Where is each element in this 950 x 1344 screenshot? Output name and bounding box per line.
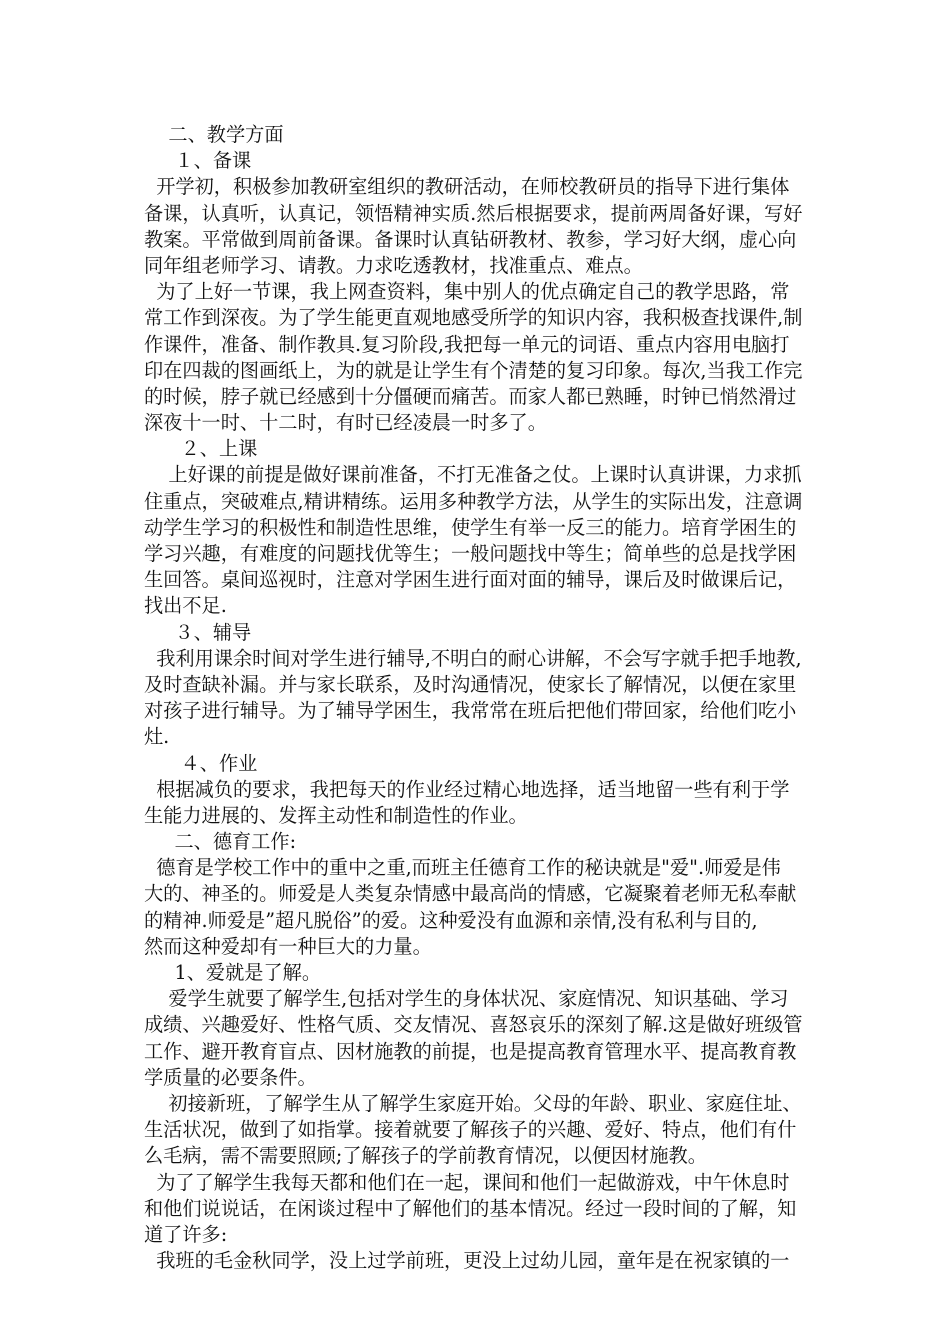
text-line: 作课件，准备、制作教具.复习阶段,我把每一单元的词语、重点内容用电脑打 xyxy=(144,332,790,356)
text-line: 备课，认真听，认真记，领悟精神实质.然后根据要求，提前两周备好课，写好 xyxy=(144,201,803,225)
text-line: 开学初，积极参加教研室组织的教研活动，在师校教研员的指导下进行集体 xyxy=(144,175,790,199)
text-line: 印在四裁的图画纸上，为的就是让学生有个清楚的复习印象。每次,当我工作完 xyxy=(144,358,803,382)
text-line: 教案。平常做到周前备课。备课时认真钻研教材、教参，学习好大纲，虚心向 xyxy=(144,227,797,251)
text-line: ４、作业 xyxy=(144,751,258,775)
text-line: 根据减负的要求，我把每天的作业经过精心地选择，适当地留一些有利于学 xyxy=(144,777,790,801)
text-line: 的精神.师爱是”超凡脱俗”的爱。这种爱没有血源和亲情,没有私利与目的, xyxy=(144,908,758,932)
text-line: 德育是学校工作中的重中之重,而班主任德育工作的秘诀就是"爱".师爱是伟 xyxy=(144,856,781,880)
text-line: 为了了解学生我每天都和他们在一起，课间和他们一起做游戏，中午休息时 xyxy=(144,1170,790,1194)
text-line: 工作、避开教育盲点、因材施教的前提，也是提高教育管理水平、提高教育教 xyxy=(144,1039,797,1063)
text-line: 及时查缺补漏。并与家长联系，及时沟通情况，使家长了解情况，以便在家里 xyxy=(144,672,797,696)
text-line: 道了许多: xyxy=(144,1222,228,1246)
text-line: 二、教学方面 xyxy=(144,123,284,146)
text-line: 常工作到深夜。为了学生能更直观地感受所学的知识内容，我积极查找课件,制 xyxy=(144,306,803,330)
text-line: 为了上好一节课，我上网查资料，集中别人的优点确定自己的教学思路，常 xyxy=(144,280,790,304)
text-line: 1、爱就是了解。 xyxy=(144,961,322,984)
text-line: ３、辅导 xyxy=(144,620,252,644)
text-line: 爱学生就要了解学生,包括对学生的身体状况、家庭情况、知识基础、学习 xyxy=(144,987,789,1011)
text-line: 动学生学习的积极性和制造性思维，使学生有举一反三的能力。培育学困生的 xyxy=(144,515,797,539)
text-line: 学质量的必要条件。 xyxy=(144,1065,317,1089)
text-line: 灶. xyxy=(144,725,170,749)
text-line: 然而这种爱却有一种巨大的力量。 xyxy=(144,934,432,958)
text-line: 我利用课余时间对学生进行辅导,不明白的耐心讲解，不会写字就手把手地教, xyxy=(144,646,802,670)
text-line: 的时候，脖子就已经感到十分僵硬而痛苦。而家人都已熟睡，时钟已悄然滑过 xyxy=(144,384,797,408)
text-line: 和他们说说话，在闲谈过程中了解他们的基本情况。经过一段时间的了解，知 xyxy=(144,1196,797,1220)
text-line: 生能力进展的、发挥主动性和制造性的作业。 xyxy=(144,803,528,827)
text-line: 成绩、兴趣爱好、性格气质、交友情况、喜怒哀乐的深刻了解.这是做好班级管 xyxy=(144,1013,803,1037)
document-body xyxy=(144,122,814,1274)
text-line: 么毛病，需不需要照顾;了解孩子的学前教育情况，以便因材施教。 xyxy=(144,1144,707,1168)
text-line: １、备课 xyxy=(144,149,252,173)
text-line: 对孩子进行辅导。为了辅导学困生，我常常在班后把他们带回家，给他们吃小 xyxy=(144,699,797,723)
text-line: 深夜十一时、十二时，有时已经凌晨一时多了。 xyxy=(144,411,547,435)
text-line: 找出不足. xyxy=(144,594,227,618)
text-line: 同年组老师学习、请教。力求吃透教材，找准重点、难点。 xyxy=(144,253,643,277)
text-line: 二、德育工作: xyxy=(144,830,297,854)
text-line: 大的、神圣的。师爱是人类复杂情感中最高尚的情感，它凝聚着老师无私奉献 xyxy=(144,882,797,906)
text-line: 我班的毛金秋同学，没上过学前班，更没上过幼儿园，童年是在祝家镇的一 xyxy=(144,1249,790,1273)
text-line: ２、上课 xyxy=(144,437,258,461)
text-line: 住重点，突破难点,精讲精练。运用多种教学方法，从学生的实际出发，注意调 xyxy=(144,489,803,513)
text-line: 学习兴趣，有难度的问题找优等生；一般问题找中等生；简单些的总是找学困 xyxy=(144,542,797,565)
text-line: 上好课的前提是做好课前准备，不打无准备之仗。上课时认真讲课，力求抓 xyxy=(144,463,802,487)
text-line: 生回答。桌间巡视时，注意对学困生进行面对面的辅导，课后及时做课后记， xyxy=(144,568,797,592)
text-line: 生活状况，做到了如指掌。接着就要了解孩子的兴趣、爱好、特点，他们有什 xyxy=(144,1118,797,1142)
text-line: 初接新班，了解学生从了解学生家庭开始。父母的年龄、职业、家庭住址、 xyxy=(144,1091,802,1115)
